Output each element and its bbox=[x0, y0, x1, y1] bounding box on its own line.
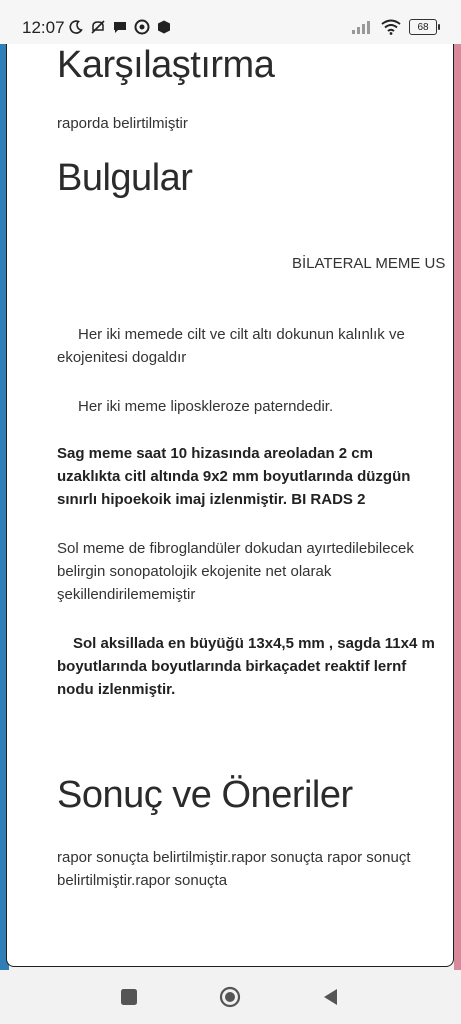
status-bar bbox=[0, 0, 461, 44]
mute-off-icon bbox=[90, 19, 106, 35]
findings-paragraph-1: Her iki memede cilt ve cilt altı dokunun kalınlık ve ekojenitesi dogaldır bbox=[57, 326, 405, 366]
heading-findings: Bulgular bbox=[57, 157, 193, 199]
recents-square-icon[interactable] bbox=[118, 986, 140, 1008]
status-icons-right bbox=[351, 19, 437, 35]
home-circle-icon[interactable] bbox=[219, 986, 241, 1008]
package-icon bbox=[156, 19, 172, 35]
findings-paragraph-2: Her iki meme liposkleroze paterndedir. bbox=[78, 398, 334, 415]
chat-icon bbox=[112, 19, 128, 35]
heading-comparison: Karşılaştırma bbox=[57, 44, 275, 86]
heading-results: Sonuç ve Öneriler bbox=[57, 774, 353, 816]
chrome-icon bbox=[134, 19, 150, 35]
comparison-text: raporda belirtilmiştir bbox=[57, 115, 188, 132]
back-triangle-icon[interactable] bbox=[320, 986, 342, 1008]
status-icons-left bbox=[68, 19, 172, 35]
moon-icon bbox=[68, 19, 84, 35]
results-text: rapor sonuçta belirtilmiştir.rapor sonuçta rapor sonuçt belirtilmiştir.rapor sonuçta bbox=[57, 849, 411, 889]
signal-icon bbox=[351, 20, 373, 34]
findings-paragraph-5: Sol aksillada en büyüğü 13x4,5 mm , sagda 11x4 m boyutlarında boyutlarında birkaçadet reaktif lernf nodu izlenmiştir. bbox=[57, 635, 435, 698]
exam-title: BİLATERAL MEME US bbox=[292, 255, 446, 272]
findings-paragraph-3: Sag meme saat 10 hizasında areoladan 2 cm uzaklıkta citl altında 9x2 mm boyutlarında düzgün sınırlı hipoekoik imaj izlenmiştir. BI RADS 2 bbox=[57, 445, 411, 508]
battery-icon: 68 bbox=[409, 19, 437, 35]
document-viewer[interactable] bbox=[6, 44, 454, 967]
wifi-icon bbox=[381, 19, 401, 35]
navigation-bar bbox=[0, 970, 461, 1024]
findings-paragraph-4: Sol meme de fibroglandüler dokudan ayırtedilebilecek belirgin sonopatolojik ekojenite net olarak şekillendirilememiştir bbox=[57, 540, 414, 603]
background-window-edge-right bbox=[454, 44, 461, 970]
status-time: 12:07 bbox=[22, 18, 65, 37]
